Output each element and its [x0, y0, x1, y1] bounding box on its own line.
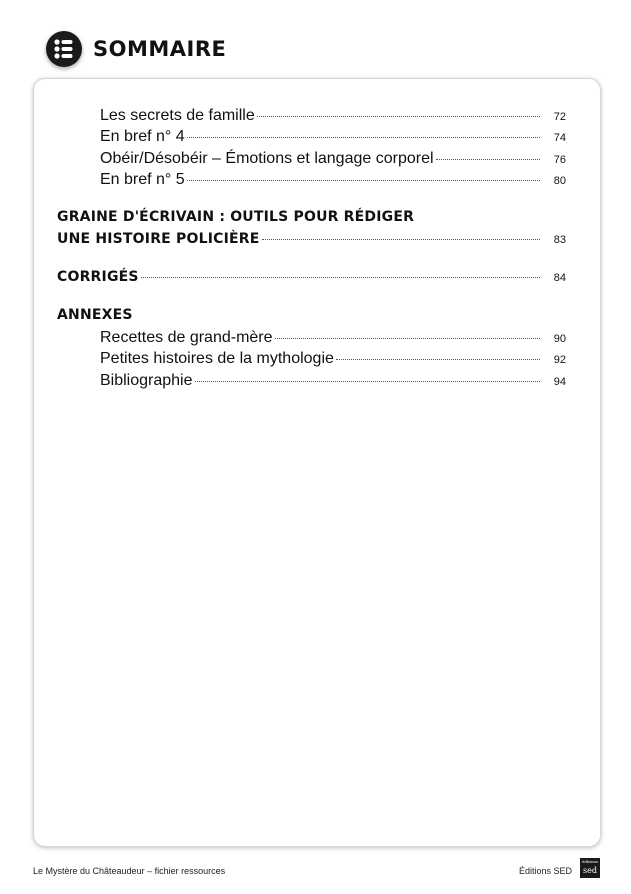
- page-number: 83: [553, 234, 566, 246]
- dot-leader: [436, 159, 540, 160]
- page-number: 80: [553, 175, 566, 187]
- toc-entry-brief-4[interactable]: [100, 126, 566, 149]
- section-heading-writer-seed[interactable]: GRAINE D'ÉCRIVAIN : OUTILS POUR RÉDIGER: [57, 209, 415, 225]
- dot-leader: [187, 180, 540, 181]
- publisher-logo-text: sed: [583, 866, 597, 875]
- toc-entry-label: En bref n° 5: [100, 171, 185, 188]
- toc-entry-answers[interactable]: [57, 267, 566, 289]
- dot-leader: [141, 277, 540, 278]
- dot-leader: [195, 381, 540, 382]
- toc-entry-family-secrets[interactable]: [100, 105, 566, 128]
- toc-entry-mythology[interactable]: [100, 348, 566, 371]
- page-number: 90: [553, 333, 566, 345]
- page-title: SOMMAIRE: [93, 37, 227, 61]
- footer-book-title: Le Mystère du Châteaudeur – fichier ressources: [33, 866, 226, 876]
- publisher-logo-top: éditions: [581, 859, 599, 864]
- toc-entry-label: Petites histoires de la mythologie: [100, 350, 334, 367]
- page-number: 72: [553, 111, 566, 123]
- toc-entry-recipes[interactable]: [100, 327, 566, 350]
- footer-publisher: Éditions SED: [519, 866, 573, 876]
- list-icon: [46, 31, 82, 67]
- toc-panel: [33, 78, 601, 847]
- toc-entry-label: Les secrets de famille: [100, 107, 255, 124]
- toc-entry-brief-5[interactable]: [100, 169, 566, 192]
- publisher-logo: [580, 858, 600, 878]
- toc-entry-label: Obéir/Désobéir – Émotions et langage corporel: [100, 150, 434, 167]
- page-number: 74: [553, 132, 566, 144]
- toc-entry-obey-disobey[interactable]: [100, 148, 566, 171]
- toc-entry-label: En bref n° 4: [100, 128, 185, 145]
- toc-entry-label: Bibliographie: [100, 372, 193, 389]
- section-heading: CORRIGÉS: [57, 269, 139, 285]
- dot-leader: [275, 338, 540, 339]
- section-heading-annexes: ANNEXES: [57, 307, 133, 323]
- page-number: 84: [553, 272, 566, 284]
- dot-leader: [336, 359, 540, 360]
- toc-entry-label: Recettes de grand-mère: [100, 329, 273, 346]
- toc-entry-writer-seed[interactable]: [57, 229, 566, 251]
- section-heading-line2: UNE HISTOIRE POLICIÈRE: [57, 231, 260, 247]
- page-number: 92: [553, 354, 566, 366]
- page-number: 76: [553, 154, 566, 166]
- dot-leader: [187, 137, 540, 138]
- dot-leader: [257, 116, 540, 117]
- toc-entry-bibliography[interactable]: [100, 370, 566, 393]
- page-number: 94: [553, 376, 566, 388]
- dot-leader: [262, 239, 541, 240]
